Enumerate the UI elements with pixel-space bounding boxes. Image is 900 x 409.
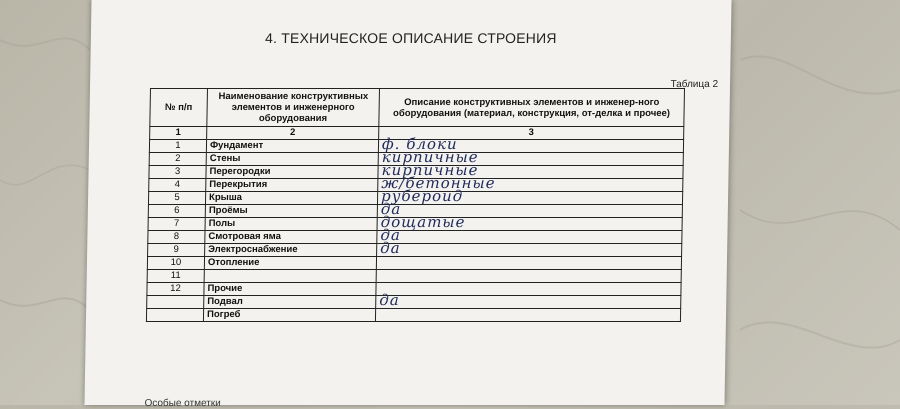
- special-notes-heading: Особые отметки: [144, 398, 221, 409]
- table-caption: Таблица 2: [670, 79, 719, 90]
- row-handwritten-value: рубероид: [377, 192, 682, 205]
- row-handwritten-value: да: [377, 244, 682, 257]
- row-handwritten-value: да: [377, 205, 682, 218]
- row-number: 12: [147, 283, 204, 296]
- row-handwritten-value: кирпичные: [378, 153, 683, 166]
- row-handwritten-value: [375, 309, 680, 322]
- table-row: [148, 192, 682, 205]
- row-handwritten-value: кирпичные: [378, 166, 683, 179]
- table-row: [148, 244, 682, 257]
- row-element-name: Крыша: [205, 192, 377, 205]
- column-number: 1: [150, 127, 207, 140]
- row-element-name: Отопление: [204, 257, 376, 270]
- row-number: 11: [147, 270, 204, 283]
- row-handwritten-value: ж/бетонные: [378, 179, 683, 192]
- row-number: 3: [149, 166, 206, 179]
- table-row: [147, 296, 681, 309]
- table-row: [148, 231, 682, 244]
- row-handwritten-value: [376, 257, 681, 270]
- row-number: 7: [148, 218, 205, 231]
- row-element-name: Полы: [205, 218, 377, 231]
- row-number: [147, 296, 204, 309]
- row-number: 6: [148, 205, 205, 218]
- row-number: [146, 309, 203, 322]
- row-number: 8: [148, 231, 205, 244]
- table-row: [147, 283, 681, 296]
- document-page: [84, 0, 731, 409]
- row-handwritten-value: ф. блоки: [378, 140, 683, 153]
- table-header-row: [150, 89, 685, 127]
- row-number: 10: [147, 257, 204, 270]
- row-element-name: Смотровая яма: [205, 231, 377, 244]
- table-row: [147, 257, 681, 270]
- row-element-name: Перекрытия: [206, 179, 378, 192]
- row-number: 9: [148, 244, 205, 257]
- row-number: 2: [149, 153, 206, 166]
- table-row: [147, 270, 681, 283]
- row-handwritten-value: дощатые: [377, 218, 682, 231]
- row-handwritten-value: [376, 270, 681, 283]
- column-number: 2: [207, 127, 379, 140]
- table-row: [148, 218, 682, 231]
- row-element-name: Перегородки: [206, 166, 378, 179]
- column-number: 3: [379, 127, 684, 140]
- row-element-name: Стены: [206, 153, 378, 166]
- row-number: 1: [149, 140, 206, 153]
- row-element-name: Проёмы: [205, 205, 377, 218]
- document-title: 4. ТЕХНИЧЕСКОЕ ОПИСАНИЕ СТРОЕНИЯ: [264, 30, 557, 46]
- row-element-name: Погреб: [203, 309, 375, 322]
- row-element-name: [204, 270, 376, 283]
- row-number: 5: [148, 192, 205, 205]
- header-name: Наименование конструктивных элементов и инженерного оборудования: [207, 89, 380, 127]
- header-num: № п/п: [150, 89, 208, 127]
- row-handwritten-value: да: [376, 296, 681, 309]
- row-element-name: Прочие: [204, 283, 376, 296]
- row-handwritten-value: [376, 283, 681, 296]
- technical-description-table: [146, 88, 685, 322]
- row-handwritten-value: да: [377, 231, 682, 244]
- table-row: [146, 309, 680, 322]
- row-number: 4: [149, 179, 206, 192]
- row-element-name: Подвал: [204, 296, 376, 309]
- row-element-name: Фундамент: [206, 140, 378, 153]
- row-element-name: Электроснабжение: [205, 244, 377, 257]
- header-description: Описание конструктивных элементов и инженер-ного оборудования (материал, конструкция, от-делка и прочее): [379, 89, 685, 127]
